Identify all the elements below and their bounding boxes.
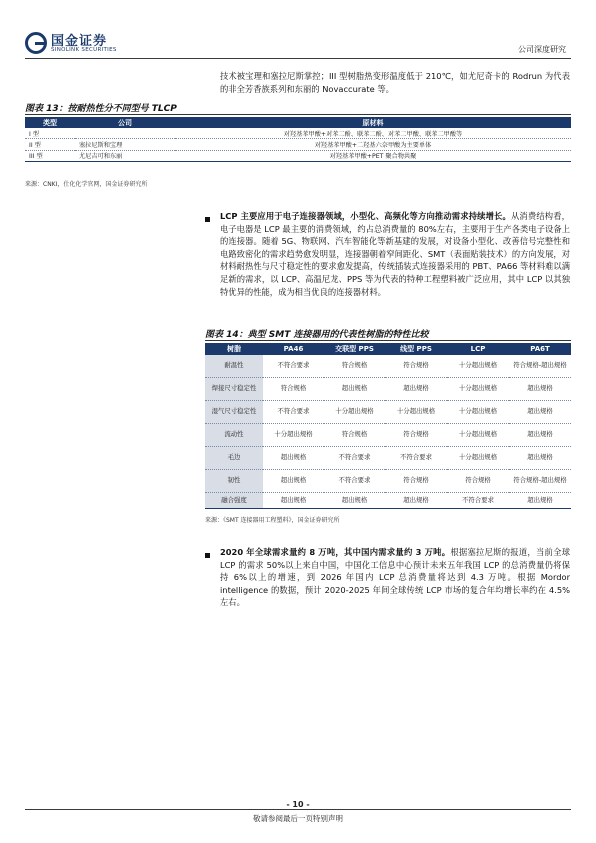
bullet1-paragraph xyxy=(220,210,570,298)
table-row xyxy=(205,447,571,470)
column-header: PA6T xyxy=(509,343,571,355)
table-cell: 十分超出规格 xyxy=(447,447,509,470)
figure14-title: 图表 14：典型 SMT 连接器用的代表性树脂的特性比较 xyxy=(205,330,429,340)
row-header-cell: 焊接尺寸稳定性 xyxy=(205,378,263,401)
table-row xyxy=(205,470,571,493)
table-cell: 不符合要求 xyxy=(447,493,509,509)
table-cell: 超出规格 xyxy=(509,424,571,447)
table-cell: 十分超出规格 xyxy=(385,401,447,424)
table-cell: 符合规格 xyxy=(263,378,324,401)
table-row xyxy=(205,493,571,509)
table-cell xyxy=(75,128,175,139)
figure14-source: 来源：《SMT 连接器用工程塑料》，国金证券研究所 xyxy=(205,517,340,524)
table-cell: 十分超出规格 xyxy=(447,424,509,447)
report-type: 公司深度研究 xyxy=(518,45,566,54)
footer-divider xyxy=(25,809,571,810)
table-cell: 塞拉尼斯和宝理 xyxy=(75,139,175,150)
table-row xyxy=(205,401,571,424)
column-header: 线型 PPS xyxy=(385,343,447,355)
column-header: LCP xyxy=(447,343,509,355)
row-header-cell: 湿气尺寸稳定性 xyxy=(205,401,263,424)
intro-paragraph: 技术被宝理和塞拉尼斯掌控；III 型树脂热变形温度低于 210℃，如尤尼奇卡的 Rodrun 为代表的非全芳香族系列和东丽的 Novaccurate 等。 xyxy=(220,71,570,94)
column-header: 原材料 xyxy=(175,117,571,128)
bullet-marker xyxy=(205,217,210,222)
table-row xyxy=(25,150,571,161)
table-cell: 符合规格 xyxy=(385,355,447,378)
row-header-cell: 毛边 xyxy=(205,447,263,470)
table-cell: 超出规格 xyxy=(509,378,571,401)
table-cell: 符合规格 xyxy=(385,470,447,493)
row-header-cell: 耐温性 xyxy=(205,355,263,378)
table-cell: 符合规格-超出规格 xyxy=(509,355,571,378)
table-cell: 十分超出规格 xyxy=(324,401,385,424)
table-cell: I 型 xyxy=(25,128,75,139)
table-cell: 不符合要求 xyxy=(324,447,385,470)
table-cell: 符合规格 xyxy=(324,355,385,378)
table-cell: 十分超出规格 xyxy=(447,355,509,378)
figure14-title-rule xyxy=(205,340,571,341)
brand-name-en: SINOLINK SECURITIES xyxy=(51,47,117,53)
table-cell: 符合规格-超出规格 xyxy=(509,470,571,493)
row-header-cell: 韧性 xyxy=(205,470,263,493)
row-header-cell: 流动性 xyxy=(205,424,263,447)
bullet1-body: 从消费结构看，电子电器是 LCP 最主要的消费领域，约占总消费量的 80%左右，主要用于生产各类电子设备上的连接器。随着 5G、物联网、汽车智能化等新基建的发展，对设备小型化、改善信号完整性和电路致密化的需求趋势愈发明显，连接器朝着窄间距化、SMT（表面贴装技术）的方向发展，对材料耐热性与尺寸稳定性的要求愈发提高，传统插装式连接器采用的 PBT、PA66 等材料难以满足新的需求，以 LCP、高温尼龙、PPS 等为代表的特种工程塑料被广泛应用，其中 LCP 以其独特优异的性能，成为相当优良的连接器材料。 xyxy=(220,211,570,297)
table-cell: 符合规格 xyxy=(385,424,447,447)
table-cell: 不符合要求 xyxy=(263,401,324,424)
table-cell: 超出规格 xyxy=(385,493,447,509)
table-cell: 对羟基苯甲酸+二羟基六奈甲酸为主要单体 xyxy=(175,139,571,150)
table-cell: 尤尼吉可和东丽 xyxy=(75,150,175,161)
table-cell: 超出规格 xyxy=(509,493,571,509)
table-cell: 超出规格 xyxy=(324,378,385,401)
table-cell: 超出规格 xyxy=(263,447,324,470)
table-cell: 十分超出规格 xyxy=(447,378,509,401)
figure13-title: 图表 13：按耐热性分不同型号 TLCP xyxy=(25,104,177,114)
table-cell: 超出规格 xyxy=(263,493,324,509)
table-cell: 不符合要求 xyxy=(324,470,385,493)
table-header-row xyxy=(25,117,571,128)
row-header-cell: 融合强度 xyxy=(205,493,263,509)
table-cell: 超出规格 xyxy=(324,493,385,509)
column-header: 类型 xyxy=(25,117,75,128)
bullet-marker xyxy=(205,553,210,558)
figure14-table xyxy=(205,343,571,509)
table-cell: 符合规格 xyxy=(447,470,509,493)
column-header: 公司 xyxy=(75,117,175,128)
table-cell: 不符合要求 xyxy=(385,447,447,470)
bullet2-body: 根据塞拉尼斯的报道，当前全球 LCP 的需求 50%以上来自中国，中国化工信息中心预计未来五年我国 LCP 的总消费量仍将保持 6%以上的增速，到 2026 年国内 LCP 总消费量将达到 4.3 万吨。根据 Mordor intelligence 的数据，预计 2020-2025 年间全球传统 LCP 市场的复合年均增长率约在 4.5%左右。 xyxy=(220,547,570,608)
table-cell: 十分超出规格 xyxy=(263,424,324,447)
table-cell: 对羟基苯甲酸+PET 聚合物共聚 xyxy=(175,150,571,161)
column-header: 树脂 xyxy=(205,343,263,355)
bullet2-lead: 2020 年全球需求量约 8 万吨，其中国内需求量约 3 万吨。 xyxy=(220,547,451,557)
brand-name: 国金证券 xyxy=(51,34,108,49)
column-header: PA46 xyxy=(263,343,324,355)
table-cell: 超出规格 xyxy=(263,470,324,493)
table-cell: II 型 xyxy=(25,139,75,150)
brand-logo-icon xyxy=(25,32,47,54)
table-cell: 超出规格 xyxy=(385,378,447,401)
column-header: 交联型 PPS xyxy=(324,343,385,355)
figure13-source: 来源：CNKI，仕化化学官网，国金证券研究所 xyxy=(25,181,148,188)
figure13-table xyxy=(25,117,571,162)
table-cell: 对羟基苯甲酸+对苯二酚、联苯二酚、对苯二甲酸、联苯二甲酸等 xyxy=(175,128,571,139)
table-cell: 超出规格 xyxy=(509,447,571,470)
page-number: - 10 - xyxy=(286,800,310,809)
bullet1-lead: LCP 主要应用于电子连接器领域，小型化、高频化等方向推动需求持续增长。 xyxy=(220,211,511,221)
table-row xyxy=(205,355,571,378)
table-row xyxy=(205,424,571,447)
header-divider xyxy=(25,58,571,59)
table-cell: III 型 xyxy=(25,150,75,161)
table-cell: 符合规格 xyxy=(324,424,385,447)
figure13-title-rule xyxy=(25,114,571,115)
bullet2-paragraph xyxy=(220,546,570,609)
table-cell: 不符合要求 xyxy=(263,355,324,378)
table-cell: 超出规格 xyxy=(509,401,571,424)
footer-disclaimer: 敬请参阅最后一页特别声明 xyxy=(253,814,343,823)
table-row xyxy=(25,128,571,139)
table-header-row xyxy=(205,343,571,355)
table-cell: 十分超出规格 xyxy=(447,401,509,424)
table-row xyxy=(25,139,571,150)
table-row xyxy=(205,378,571,401)
